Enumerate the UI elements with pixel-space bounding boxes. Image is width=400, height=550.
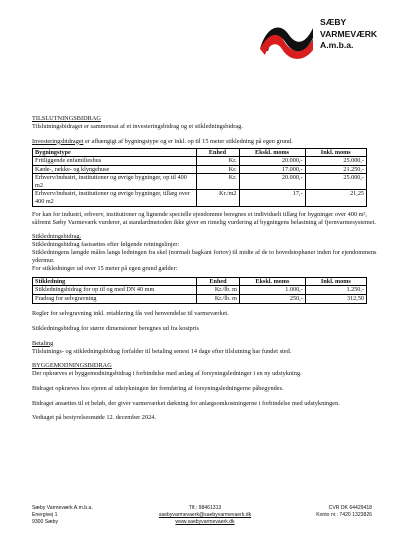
industri-paragraph: For kan for industri, erhverv, institutioner og lignende specielle ejendomme beregnes et individuelt tillæg for bygninger over 400 m², såfremt Sæby Varmeværk vurderer, at standardmetoden ikke giver en rimelig vurdering af bygningens belastning af fjernvarmesystemet. — [32, 210, 376, 226]
regler-paragraph: Regler for selvgravning inkl. retablering fås ved henvendelse til varmeværket. — [32, 310, 229, 318]
table-cell: 21,25 — [305, 190, 366, 206]
intro-text: Tilslutningsbidraget er sammensat af et investeringsbidrag og et stikledningsbidrag. — [32, 122, 243, 130]
heading-stikledningsbidrag: Stikledningsbidrag. — [32, 233, 82, 241]
dimension-paragraph: Stikledningsbidrag for større dimensioner beregnes ud fra kostpris — [32, 325, 200, 333]
table-cell: Kæde-, række- og klyngehuse — [33, 165, 197, 174]
logo-line-1: SÆBY — [320, 17, 347, 27]
stik-line-2: Stikledningens længde måles langs ledningen fra skel (normalt bagkant fortov) til midte af de to hovedstophaner inden for ejendommens ydermur. — [32, 249, 377, 264]
stikledning-table — [32, 277, 367, 304]
table-row — [33, 174, 367, 190]
table-cell: Kr./m2 — [196, 190, 239, 206]
byggemodning-p3: Bidraget ansættes til et beløb, der giver varmeværket dækning for anlægsomkostningerne i forbindelse med udstykningen. — [32, 399, 340, 407]
logo-line-3: A.m.b.a. — [320, 40, 354, 50]
footer-phone: Tlf.: 98461313 — [188, 505, 222, 511]
table-cell: Kr./lb. m — [197, 286, 240, 295]
document-body — [32, 115, 377, 422]
table-cell: 250,- — [240, 295, 306, 304]
table-header-row — [33, 148, 367, 157]
table-cell: Kr. — [196, 157, 239, 166]
footer-cvr: CVR DK 64429418 — [328, 505, 372, 511]
table-cell: 1.250,- — [305, 286, 366, 295]
table-cell: 25.000,- — [305, 157, 366, 166]
stik-line-3: For stikledninger ud over 15 meter på egen grund gælder: — [32, 264, 178, 272]
footer-company: Sæby Varmeværk A.m.b.a. — [32, 505, 93, 511]
vedtaget-text: Vedtaget på bestyrelsesmøde 12. december 2024. — [32, 414, 156, 422]
footer — [32, 505, 372, 537]
heading-byggemodningsbidrag: BYGGEMODNINGSBIDRAG — [32, 362, 112, 370]
table-cell: 20.000,- — [239, 157, 305, 166]
table-header: Ekskl. moms — [239, 148, 305, 157]
footer-city: 9300 Sæby — [32, 519, 59, 525]
table-row — [33, 165, 367, 174]
table-cell: Fritliggende enfamilieshus — [33, 157, 197, 166]
footer-website-link[interactable]: www.saebyvarmevaerk.dk — [175, 519, 235, 525]
table-header: Inkl. moms — [305, 277, 366, 286]
table-header: Enhed — [196, 148, 239, 157]
table-row — [33, 190, 367, 206]
table-cell: 17.000,- — [239, 165, 305, 174]
table-cell: 1.000,- — [240, 286, 306, 295]
table-cell: Kr./lb. m — [197, 295, 240, 304]
investeringsbidrag-rest: er afhængigt af bygningstype og er inkl. op til 15 meter stikledning på egen grund. — [83, 137, 293, 145]
table-header: Bygningstype — [33, 148, 197, 157]
heading-betaling: Betaling — [32, 339, 54, 347]
table-row — [33, 286, 367, 295]
logo-line-2: VARMEVÆRK — [320, 28, 378, 39]
table-header: Inkl. moms — [305, 148, 366, 157]
table-cell: 25.000,- — [305, 174, 366, 190]
heading-tilslutningsbidrag: TILSLUTNINGSBIDRAG — [32, 115, 101, 122]
table-header: Enhed — [197, 277, 240, 286]
footer-account: Konto nr.: 7420 1323826 — [316, 512, 372, 518]
footer-contact — [145, 505, 265, 526]
table-row — [33, 295, 367, 304]
byggemodning-p1: Der opkræves et byggemodningsbidrag i forbindelse med anlæg af forsyningsledninger i en ny udstykning. — [32, 370, 302, 378]
table-row — [33, 157, 367, 166]
investeringsbidrag-lead: Investeringsbidraget — [32, 137, 84, 145]
logo-emblem-icon — [258, 19, 316, 59]
investeringsbidrag-text — [32, 138, 377, 146]
table-cell: Stikledningsbidrag for op til og med DN 40 mm — [33, 286, 197, 295]
byggemodning-p2: Bidraget opkræves hos ejeren af udstykningen før fremføring af forsyningsledningerne påbegyndes. — [32, 385, 284, 393]
footer-bank — [316, 505, 372, 519]
table-header: Stikledning — [33, 277, 197, 286]
logo-text — [320, 17, 377, 52]
footer-address — [32, 505, 93, 526]
table-cell: 21.250,- — [305, 165, 366, 174]
table-cell: 20.000,- — [239, 174, 305, 190]
table-header-row — [33, 277, 367, 286]
table-cell: Erhverv/industri, institutioner og øvrige bygninger, tillæg over 400 m2 — [33, 190, 197, 206]
table-header: Ekskl. moms — [240, 277, 306, 286]
footer-street: Energivej 1 — [32, 512, 58, 518]
table-cell: Erhverv/industri, institutioner og øvrige bygninger, op til 400 m2 — [33, 174, 197, 190]
table-cell: Kr. — [196, 174, 239, 190]
table-cell: Kr. — [196, 165, 239, 174]
bygningstype-table — [32, 148, 367, 207]
table-cell: Fradrag for selvgravning — [33, 295, 197, 304]
table-cell: 17,- — [239, 190, 305, 206]
table-cell: 312,50 — [305, 295, 366, 304]
footer-email-link[interactable]: saebyvarmevaerk@saebyvarmevaerk.dk — [158, 512, 252, 518]
logo — [258, 17, 378, 61]
betaling-text: Tilslutnings- og stikledningsbidrag forfalder til betaling senest 14 dage efter tilslutning har fundet sted. — [32, 347, 292, 355]
stik-line-1: Stikledningsbidrag fastsættes efter følgende retningslinjer: — [32, 241, 180, 249]
